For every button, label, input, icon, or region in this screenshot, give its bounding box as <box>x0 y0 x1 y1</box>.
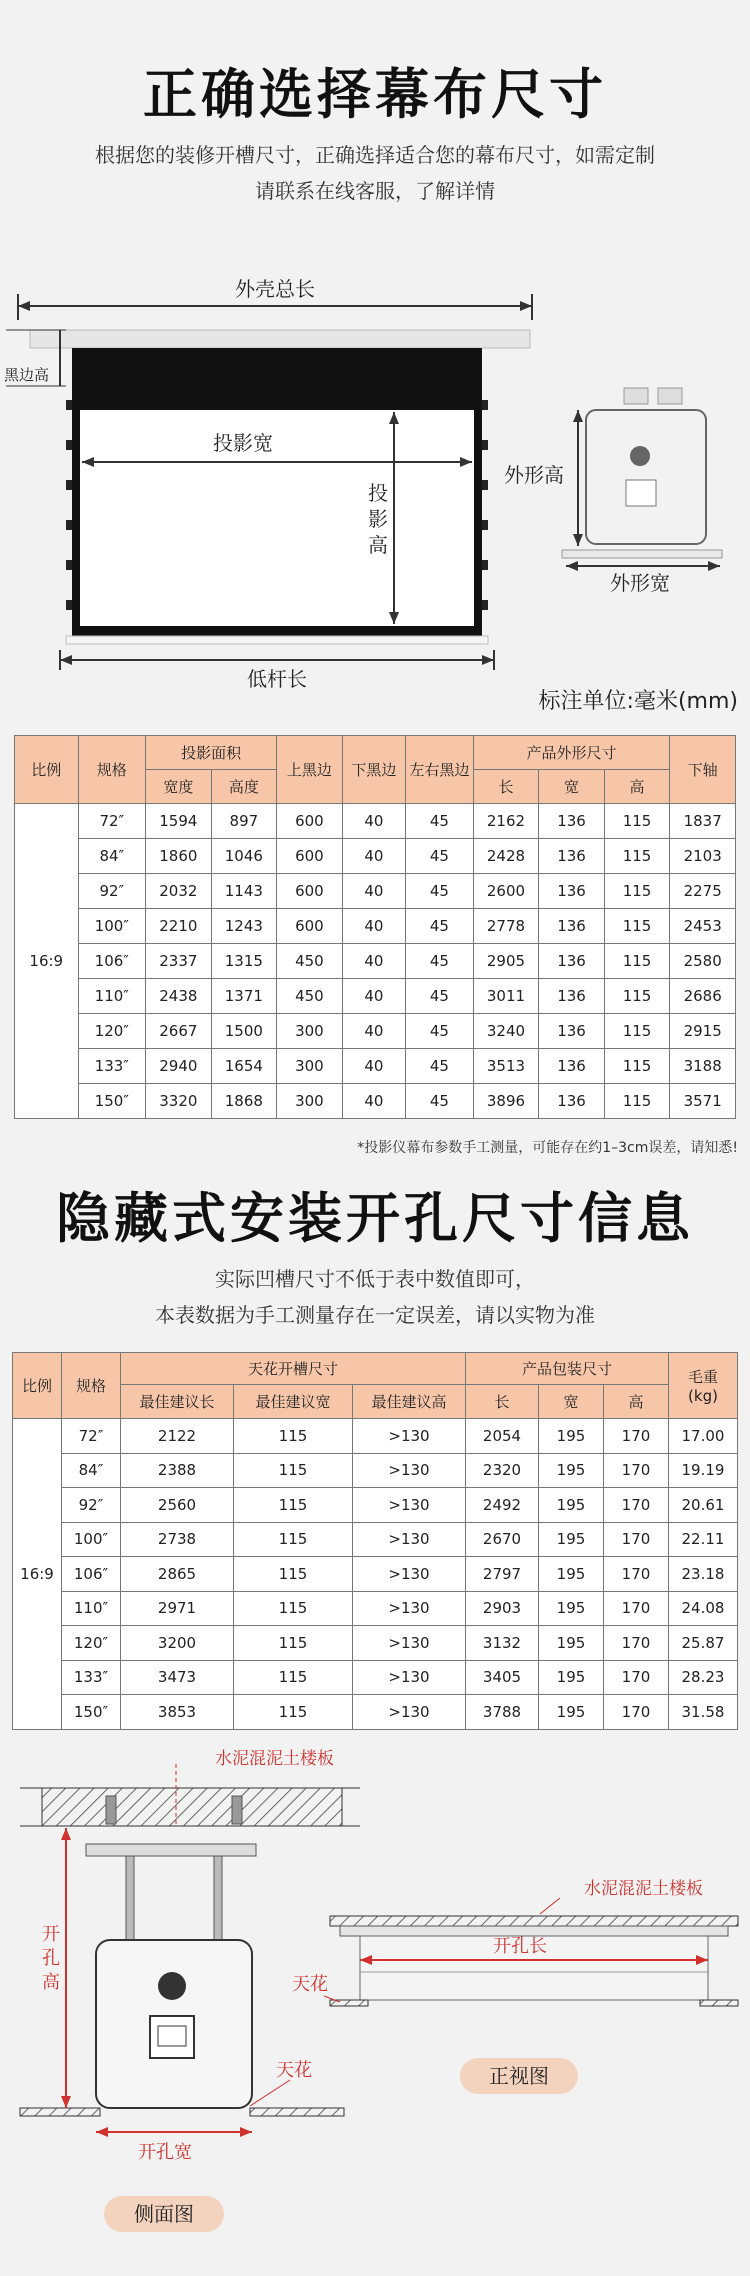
t2-header-wid: 宽 <box>539 1385 604 1419</box>
table-cell: 115 <box>604 874 670 909</box>
table-cell: 84″ <box>78 839 146 874</box>
t2-header-ceiling-slot: 天花开槽尺寸 <box>121 1353 466 1385</box>
table-cell: 600 <box>277 874 343 909</box>
table-cell: 31.58 <box>669 1695 738 1730</box>
table-cell: 195 <box>539 1591 604 1626</box>
table-cell: 170 <box>604 1660 669 1695</box>
t2-header-hei: 高 <box>604 1385 669 1419</box>
table-cell: 2865 <box>121 1557 234 1592</box>
table-cell: 450 <box>277 944 343 979</box>
table-cell: 195 <box>539 1419 604 1454</box>
table-cell: 1500 <box>211 1014 277 1049</box>
table-cell: 40 <box>342 804 406 839</box>
section2-subtitle-line2: 本表数据为手工测量存在一定误差，请以实物为准 <box>155 1303 595 1327</box>
table-cell: 25.87 <box>669 1626 738 1661</box>
table-row <box>13 1591 738 1626</box>
table-cell: 300 <box>277 1014 343 1049</box>
table-cell: 115 <box>234 1453 353 1488</box>
svg-text:高: 高 <box>42 1972 60 1993</box>
table-cell: 115 <box>234 1522 353 1557</box>
label-projection-height-1: 投 <box>368 481 388 505</box>
table-cell: 170 <box>604 1591 669 1626</box>
header-outer-size: 产品外形尺寸 <box>473 736 670 770</box>
table-cell: 1046 <box>211 839 277 874</box>
table-cell: 3320 <box>146 1084 212 1119</box>
table-cell: 170 <box>604 1557 669 1592</box>
label-projection-height-2: 影 <box>368 507 388 531</box>
table-cell: 92″ <box>62 1488 121 1523</box>
table-cell: 897 <box>211 804 277 839</box>
table-cell: 3853 <box>121 1695 234 1730</box>
table-cell: 133″ <box>78 1049 146 1084</box>
table-cell: 136 <box>539 874 605 909</box>
table-cell: 195 <box>539 1453 604 1488</box>
svg-text:开: 开 <box>42 1924 60 1945</box>
table-cell: 115 <box>234 1660 353 1695</box>
section1-title: 正确选择幕布尺寸 <box>143 63 607 126</box>
table-row <box>13 1695 738 1730</box>
table-cell: 106″ <box>62 1557 121 1592</box>
table-cell: 45 <box>406 874 474 909</box>
table-row <box>13 1522 738 1557</box>
table-cell: 170 <box>604 1419 669 1454</box>
table-cell: 2438 <box>146 979 212 1014</box>
table-row <box>13 1488 738 1523</box>
table-cell: 45 <box>406 909 474 944</box>
table-cell: 1868 <box>211 1084 277 1119</box>
table-cell: 40 <box>342 979 406 1014</box>
table-cell: 1654 <box>211 1049 277 1084</box>
table-cell: 195 <box>539 1660 604 1695</box>
table-cell: 3896 <box>473 1084 539 1119</box>
table-cell: 195 <box>539 1695 604 1730</box>
table-cell: 136 <box>539 839 605 874</box>
table-cell: 170 <box>604 1488 669 1523</box>
table-row <box>15 979 736 1014</box>
table-cell: 1371 <box>211 979 277 1014</box>
table-cell: 120″ <box>78 1014 146 1049</box>
table-cell: 45 <box>406 804 474 839</box>
table-cell: 45 <box>406 839 474 874</box>
table-cell: 2162 <box>473 804 539 839</box>
table-cell: 115 <box>604 1014 670 1049</box>
label-hole-length: 开孔长 <box>493 1936 547 1957</box>
table-cell: 300 <box>277 1084 343 1119</box>
table-cell: 100″ <box>62 1522 121 1557</box>
table-cell: 17.00 <box>669 1419 738 1454</box>
label-total-length: 外壳总长 <box>235 277 315 301</box>
table-cell: 600 <box>277 839 343 874</box>
header-proj-area: 投影面积 <box>146 736 277 770</box>
table-cell: 195 <box>539 1626 604 1661</box>
table-cell: 28.23 <box>669 1660 738 1695</box>
table-cell: 136 <box>539 804 605 839</box>
header-height: 高度 <box>211 770 277 804</box>
table-row <box>13 1660 738 1695</box>
header-top-black: 上黑边 <box>277 736 343 804</box>
header-lower-axis: 下轴 <box>670 736 736 804</box>
section1-subtitle-line2: 请联系在线客服，了解详情 <box>255 179 495 203</box>
screen-spec-table <box>14 735 736 1119</box>
label-ceiling-front: 天花 <box>292 1974 328 1995</box>
table-cell: >130 <box>353 1522 466 1557</box>
label-outer-width: 外形宽 <box>610 571 670 595</box>
table-cell: 45 <box>406 1084 474 1119</box>
table-row <box>15 1049 736 1084</box>
table-cell: 600 <box>277 909 343 944</box>
table-row <box>13 1626 738 1661</box>
header-spec: 规格 <box>78 736 146 804</box>
t2-header-package-size: 产品包装尺寸 <box>466 1353 669 1385</box>
table-cell: 300 <box>277 1049 343 1084</box>
label-black-border: 黑边高 <box>4 366 50 384</box>
table-cell: 40 <box>342 874 406 909</box>
table-cell: 45 <box>406 1014 474 1049</box>
table-cell: 110″ <box>78 979 146 1014</box>
t2-header-len: 长 <box>466 1385 539 1419</box>
table-cell: 2600 <box>473 874 539 909</box>
measurement-disclaimer: *投影仪幕布参数手工测量，可能存在约1–3cm误差，请知悉! <box>357 1140 738 1156</box>
t2-header-weight: 毛重 (kg) <box>669 1353 738 1419</box>
table-cell: 133″ <box>62 1660 121 1695</box>
table-cell: 2797 <box>466 1557 539 1592</box>
table-cell: 170 <box>604 1522 669 1557</box>
header-hei: 高 <box>604 770 670 804</box>
label-projection-width: 投影宽 <box>213 431 273 455</box>
table-cell: 1143 <box>211 874 277 909</box>
table-cell: 24.08 <box>669 1591 738 1626</box>
table-cell: 2210 <box>146 909 212 944</box>
table-cell: 1315 <box>211 944 277 979</box>
table-cell: >130 <box>353 1626 466 1661</box>
table-cell: 115 <box>234 1695 353 1730</box>
table-cell: 170 <box>604 1695 669 1730</box>
table-cell: 106″ <box>78 944 146 979</box>
table-cell: 110″ <box>62 1591 121 1626</box>
table-cell: 2667 <box>146 1014 212 1049</box>
front-view-label: 正视图 <box>460 2058 578 2094</box>
table-cell: 2388 <box>121 1453 234 1488</box>
table-cell: 1243 <box>211 909 277 944</box>
ratio-cell: 16:9 <box>13 1419 62 1730</box>
table-cell: 100″ <box>78 909 146 944</box>
table-cell: 136 <box>539 1014 605 1049</box>
t2-header-best-hei: 最佳建议高 <box>353 1385 466 1419</box>
table-cell: 2778 <box>473 909 539 944</box>
table-cell: >130 <box>353 1591 466 1626</box>
table-cell: 115 <box>234 1419 353 1454</box>
table-cell: 150″ <box>78 1084 146 1119</box>
table-cell: 115 <box>604 1049 670 1084</box>
table-cell: 136 <box>539 979 605 1014</box>
table-cell: 3011 <box>473 979 539 1014</box>
screen-dimension-diagram <box>0 270 750 690</box>
table-cell: 115 <box>604 909 670 944</box>
front-view-diagram <box>292 1860 750 2040</box>
table-row <box>15 839 736 874</box>
table-cell: 84″ <box>62 1453 121 1488</box>
table-cell: 3571 <box>670 1084 736 1119</box>
table-cell: 22.11 <box>669 1522 738 1557</box>
table-cell: >130 <box>353 1695 466 1730</box>
table-cell: 23.18 <box>669 1557 738 1592</box>
t2-header-spec: 规格 <box>62 1353 121 1419</box>
table-cell: 2054 <box>466 1419 539 1454</box>
section2-title: 隐藏式安装开孔尺寸信息 <box>56 1187 694 1250</box>
table-cell: 115 <box>234 1591 353 1626</box>
table-row <box>15 1014 736 1049</box>
table-cell: >130 <box>353 1660 466 1695</box>
table-cell: 72″ <box>78 804 146 839</box>
table-cell: 2275 <box>670 874 736 909</box>
table-row <box>15 874 736 909</box>
table-cell: 115 <box>234 1626 353 1661</box>
table-cell: 2903 <box>466 1591 539 1626</box>
t2-header-best-len: 最佳建议长 <box>121 1385 234 1419</box>
table-cell: 450 <box>277 979 343 1014</box>
table-cell: 40 <box>342 909 406 944</box>
table-cell: 2686 <box>670 979 736 1014</box>
installation-spec-table <box>12 1352 738 1730</box>
table-cell: 136 <box>539 1049 605 1084</box>
table-cell: 2580 <box>670 944 736 979</box>
table-cell: 170 <box>604 1453 669 1488</box>
table-row <box>15 909 736 944</box>
table-cell: 136 <box>539 1084 605 1119</box>
table-cell: 2940 <box>146 1049 212 1084</box>
table-cell: 72″ <box>62 1419 121 1454</box>
table-cell: 1837 <box>670 804 736 839</box>
table-cell: 20.61 <box>669 1488 738 1523</box>
table-cell: 2915 <box>670 1014 736 1049</box>
table-cell: 45 <box>406 979 474 1014</box>
label-concrete-side: 水泥混泥土楼板 <box>215 1749 334 1769</box>
table-cell: 2320 <box>466 1453 539 1488</box>
section1-subtitle-line1: 根据您的装修开槽尺寸，正确选择适合您的幕布尺寸，如需定制 <box>95 143 655 167</box>
table-cell: 2738 <box>121 1522 234 1557</box>
table-cell: 2103 <box>670 839 736 874</box>
table-cell: 115 <box>604 839 670 874</box>
table-cell: 115 <box>234 1557 353 1592</box>
table-cell: 600 <box>277 804 343 839</box>
label-hole-width: 开孔宽 <box>138 2142 192 2163</box>
table-cell: 19.19 <box>669 1453 738 1488</box>
table-cell: 115 <box>604 979 670 1014</box>
table-cell: 3200 <box>121 1626 234 1661</box>
table-cell: 136 <box>539 944 605 979</box>
table-cell: 2670 <box>466 1522 539 1557</box>
table-row <box>13 1419 738 1454</box>
table-cell: 195 <box>539 1557 604 1592</box>
header-ratio: 比例 <box>15 736 79 804</box>
table-cell: 115 <box>234 1488 353 1523</box>
side-view-label: 侧面图 <box>104 2196 224 2232</box>
table-cell: 2337 <box>146 944 212 979</box>
table-cell: 3473 <box>121 1660 234 1695</box>
table-cell: 3405 <box>466 1660 539 1695</box>
table-cell: >130 <box>353 1419 466 1454</box>
table-cell: >130 <box>353 1453 466 1488</box>
table-row <box>13 1453 738 1488</box>
table-row <box>13 1557 738 1592</box>
table-cell: 1594 <box>146 804 212 839</box>
table-cell: 2122 <box>121 1419 234 1454</box>
table-cell: >130 <box>353 1488 466 1523</box>
table-cell: 195 <box>539 1522 604 1557</box>
table-cell: 3188 <box>670 1049 736 1084</box>
table-row <box>15 944 736 979</box>
table-cell: 92″ <box>78 874 146 909</box>
ratio-cell: 16:9 <box>15 804 79 1119</box>
table-cell: 40 <box>342 1084 406 1119</box>
header-side-black: 左右黑边 <box>406 736 474 804</box>
table-cell: 2560 <box>121 1488 234 1523</box>
label-bottom-bar: 低杆长 <box>247 667 307 691</box>
table-cell: 45 <box>406 944 474 979</box>
table-cell: 40 <box>342 839 406 874</box>
table-cell: 3788 <box>466 1695 539 1730</box>
label-projection-height-3: 高 <box>368 533 388 557</box>
table-cell: 40 <box>342 944 406 979</box>
table-row <box>15 804 736 839</box>
table-cell: 3240 <box>473 1014 539 1049</box>
table-cell: 115 <box>604 804 670 839</box>
label-ceiling-side: 天花 <box>276 2060 312 2081</box>
table-cell: 2492 <box>466 1488 539 1523</box>
table-cell: 1860 <box>146 839 212 874</box>
t2-header-best-wid: 最佳建议宽 <box>234 1385 353 1419</box>
table-cell: 40 <box>342 1014 406 1049</box>
table-cell: 115 <box>604 944 670 979</box>
table-cell: 2032 <box>146 874 212 909</box>
header-len: 长 <box>473 770 539 804</box>
table-cell: 45 <box>406 1049 474 1084</box>
header-wid: 宽 <box>539 770 605 804</box>
table-cell: 195 <box>539 1488 604 1523</box>
table-cell: 3513 <box>473 1049 539 1084</box>
table-cell: 150″ <box>62 1695 121 1730</box>
table-cell: 2905 <box>473 944 539 979</box>
header-bottom-black: 下黑边 <box>342 736 406 804</box>
label-outer-height: 外形高 <box>504 463 564 487</box>
svg-text:孔: 孔 <box>42 1948 60 1969</box>
table-cell: 40 <box>342 1049 406 1084</box>
table-cell: 120″ <box>62 1626 121 1661</box>
table-cell: >130 <box>353 1557 466 1592</box>
table-row <box>15 1084 736 1119</box>
table-cell: 2428 <box>473 839 539 874</box>
unit-note: 标注单位:毫米(mm) <box>538 689 738 714</box>
header-width: 宽度 <box>146 770 212 804</box>
table-cell: 2971 <box>121 1591 234 1626</box>
table-cell: 3132 <box>466 1626 539 1661</box>
t2-header-ratio: 比例 <box>13 1353 62 1419</box>
table-cell: 115 <box>604 1084 670 1119</box>
table-cell: 2453 <box>670 909 736 944</box>
section2-subtitle-line1: 实际凹槽尺寸不低于表中数值即可， <box>215 1267 535 1291</box>
label-concrete-front: 水泥混泥土楼板 <box>584 1879 703 1899</box>
table-cell: 136 <box>539 909 605 944</box>
table-cell: 170 <box>604 1626 669 1661</box>
